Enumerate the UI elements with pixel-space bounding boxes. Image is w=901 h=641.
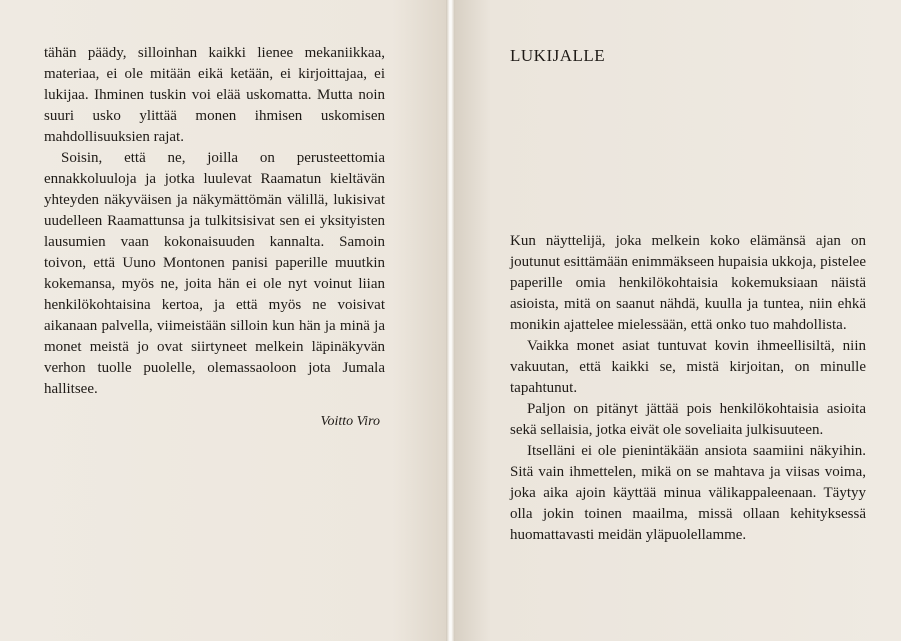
page-title: LUKIJALLE: [510, 46, 606, 65]
left-page-text: [44, 43, 385, 400]
signature: Voitto Viro: [320, 414, 380, 429]
left-page: [0, 0, 446, 641]
left-paragraph-2: Soisin, että ne, joilla on perusteettomia ennakkoluuloja ja jotka luulevat Raamatun kieltävän yhteyden näkyväisen ja näkymättömän välillä, lukisivat uudelleen Raamattunsa ja tulkitsisivat sen ei yksityisten lausumien vaan kokonaisuuden kannalta. Samoin toivon, että Uuno Montonen panisi paperille muutkin kokemansa, myös ne, joita hän ei ole nyt voinut liian henkilökohtaisina kertoa, ja että myös ne voisivat aikanaan palvella, viimeistään silloin kun hän ja minä ja monet meistä jo ovat siirtyneet melkein läpinäkyvän verhon tuolle puolelle, olemassaoloon jota Jumala hallitsee.: [44, 150, 385, 397]
right-paragraph-1: Kun näyttelijä, joka melkein koko elämänsä ajan on joutunut esittämään enimmäkseen hupaisia ukkoja, pistelee paperille omia henkilökohtaisia kokemuksiaan näistä asioista, mitä on saanut nähdä, kuulla ja tuntea, niin ehkä monikin ajattelee mielessään, että onko tuo mahdollista.: [510, 233, 866, 333]
left-paragraph-1: tähän päädy, silloinhan kaikki lienee mekaniikkaa, materiaa, ei ole mitään eikä ketään, ei kirjoittajaa, ei lukijaa. Ihminen tuskin voi elää uskomatta. Mutta noin suuri usko ylittää monen ihmisen uskomisen mahdollisuuksien rajat.: [44, 45, 385, 145]
right-paragraph-3: Paljon on pitänyt jättää pois henkilökohtaisia asioita sekä sellaisia, jotka eivät ole soveliaita julkisuuteen.: [510, 401, 866, 438]
right-paragraph-2: Vaikka monet asiat tuntuvat kovin ihmeellisiltä, niin vakuutan, että kaikki se, mistä kirjoitan, on minulle tapahtunut.: [510, 338, 866, 396]
book-gutter: [446, 0, 455, 641]
right-paragraph-4: Itselläni ei ole pienintäkään ansiota saamiini näkyihin. Sitä vain ihmettelen, mikä on se mahtava ja viisas voima, joka aika ajoin käyttää minua välikappaleenaan. Täytyy olla jokin toinen maailma, missä ollaan kehityksessä huomattavasti meidän yläpuolellamme.: [510, 443, 866, 543]
right-page-text: [510, 231, 866, 546]
